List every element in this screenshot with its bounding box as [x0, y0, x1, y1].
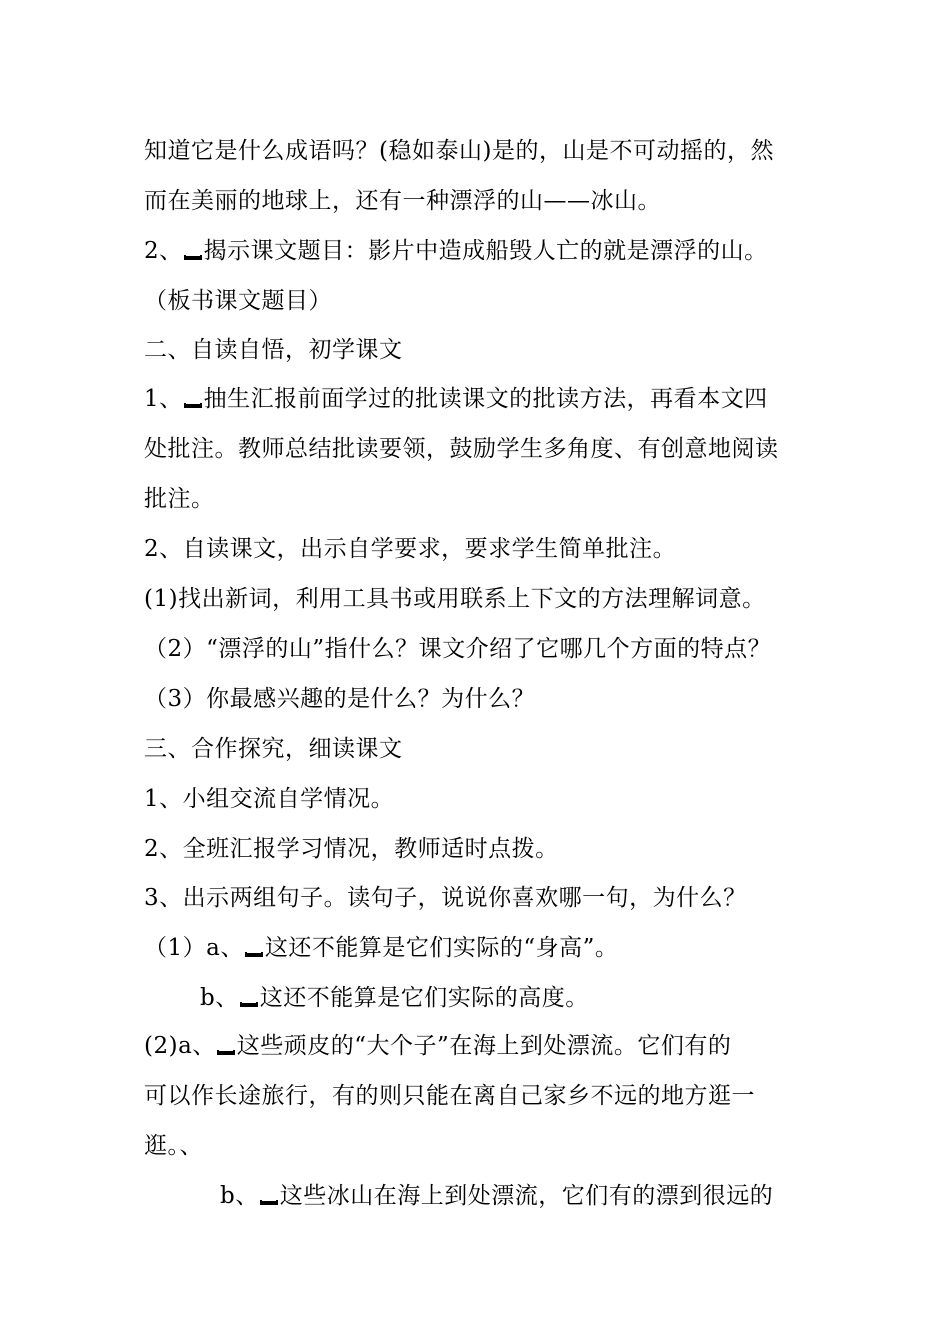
placeholder-mark-icon — [184, 403, 202, 408]
placeholder-mark-icon — [184, 255, 202, 260]
text-line — [200, 983, 589, 1013]
line-text: （3）你最感兴趣的是什么？为什么？ — [144, 686, 536, 712]
line-text: 这些冰山在海上到处漂流，它们有的漂到很远的 — [279, 1183, 774, 1209]
line-text: 这些顽皮的“大个子”在海上到处漂流。它们有的 — [236, 1033, 732, 1059]
text-line — [144, 634, 771, 664]
line-text: 抽生汇报前面学过的批读课文的批读方法，再看本文四 — [203, 386, 768, 412]
text-line — [220, 1181, 773, 1211]
placeholder-mark-icon — [245, 952, 263, 957]
text-line — [144, 186, 661, 216]
list-number: (2)a、 — [144, 1033, 216, 1059]
line-text: (1)找出新词，利用工具书或用联系上下文的方法理解词意。 — [144, 586, 766, 612]
section-heading — [144, 734, 403, 764]
line-text: 1、小组交流自学情况。 — [144, 786, 395, 812]
list-number: 1、 — [144, 386, 183, 412]
line-text: （板书课文题目） — [144, 288, 332, 314]
list-number: b、 — [220, 1183, 259, 1209]
section-heading — [144, 335, 403, 365]
list-number: （1）a、 — [144, 935, 244, 961]
line-text: 这还不能算是它们实际的“身高”。 — [264, 935, 619, 961]
text-line — [144, 684, 535, 714]
line-text: 3、出示两组句子。读句子，说说你喜欢哪一句，为什么？ — [144, 885, 747, 911]
line-text: 知道它是什么成语吗？(稳如泰山)是的，山是不可动摇的，然 — [144, 138, 774, 164]
text-line — [144, 584, 766, 614]
text-line — [144, 784, 394, 814]
line-text: 可以作长途旅行，有的则只能在离自己家乡不远的地方逛一 — [144, 1083, 755, 1109]
text-line — [144, 434, 779, 464]
text-line — [144, 834, 559, 864]
line-text: 2、全班汇报学习情况，教师适时点拨。 — [144, 836, 559, 862]
line-text: （2）“漂浮的山”指什么？课文介绍了它哪几个方面的特点？ — [144, 636, 772, 662]
line-text: 揭示课文题目：影片中造成船毁人亡的就是漂浮的山。 — [203, 238, 768, 264]
placeholder-mark-icon — [260, 1200, 278, 1205]
placeholder-mark-icon — [217, 1050, 235, 1055]
line-text: 这还不能算是它们实际的高度。 — [259, 985, 589, 1011]
text-line — [144, 136, 774, 166]
text-line — [144, 933, 618, 963]
text-line — [144, 534, 676, 564]
text-line — [144, 883, 747, 913]
text-line — [144, 384, 768, 414]
list-number: b、 — [200, 985, 239, 1011]
text-line — [144, 484, 215, 514]
list-number: 2、 — [144, 238, 183, 264]
line-text: 三、合作探究，细读课文 — [144, 736, 403, 762]
text-line — [144, 1081, 755, 1111]
text-line — [144, 236, 768, 266]
line-text: 逛。、 — [144, 1133, 203, 1159]
text-line — [144, 1031, 731, 1061]
line-text: 处批注。教师总结批读要领，鼓励学生多角度、有创意地阅读 — [144, 436, 779, 462]
text-line — [144, 286, 332, 316]
line-text: 二、自读自悟，初学课文 — [144, 337, 403, 363]
line-text: 而在美丽的地球上，还有一种漂浮的山——冰山。 — [144, 188, 661, 214]
placeholder-mark-icon — [240, 1002, 258, 1007]
line-text: 批注。 — [144, 486, 215, 512]
line-text: 2、自读课文，出示自学要求，要求学生简单批注。 — [144, 536, 677, 562]
text-line — [144, 1131, 203, 1161]
